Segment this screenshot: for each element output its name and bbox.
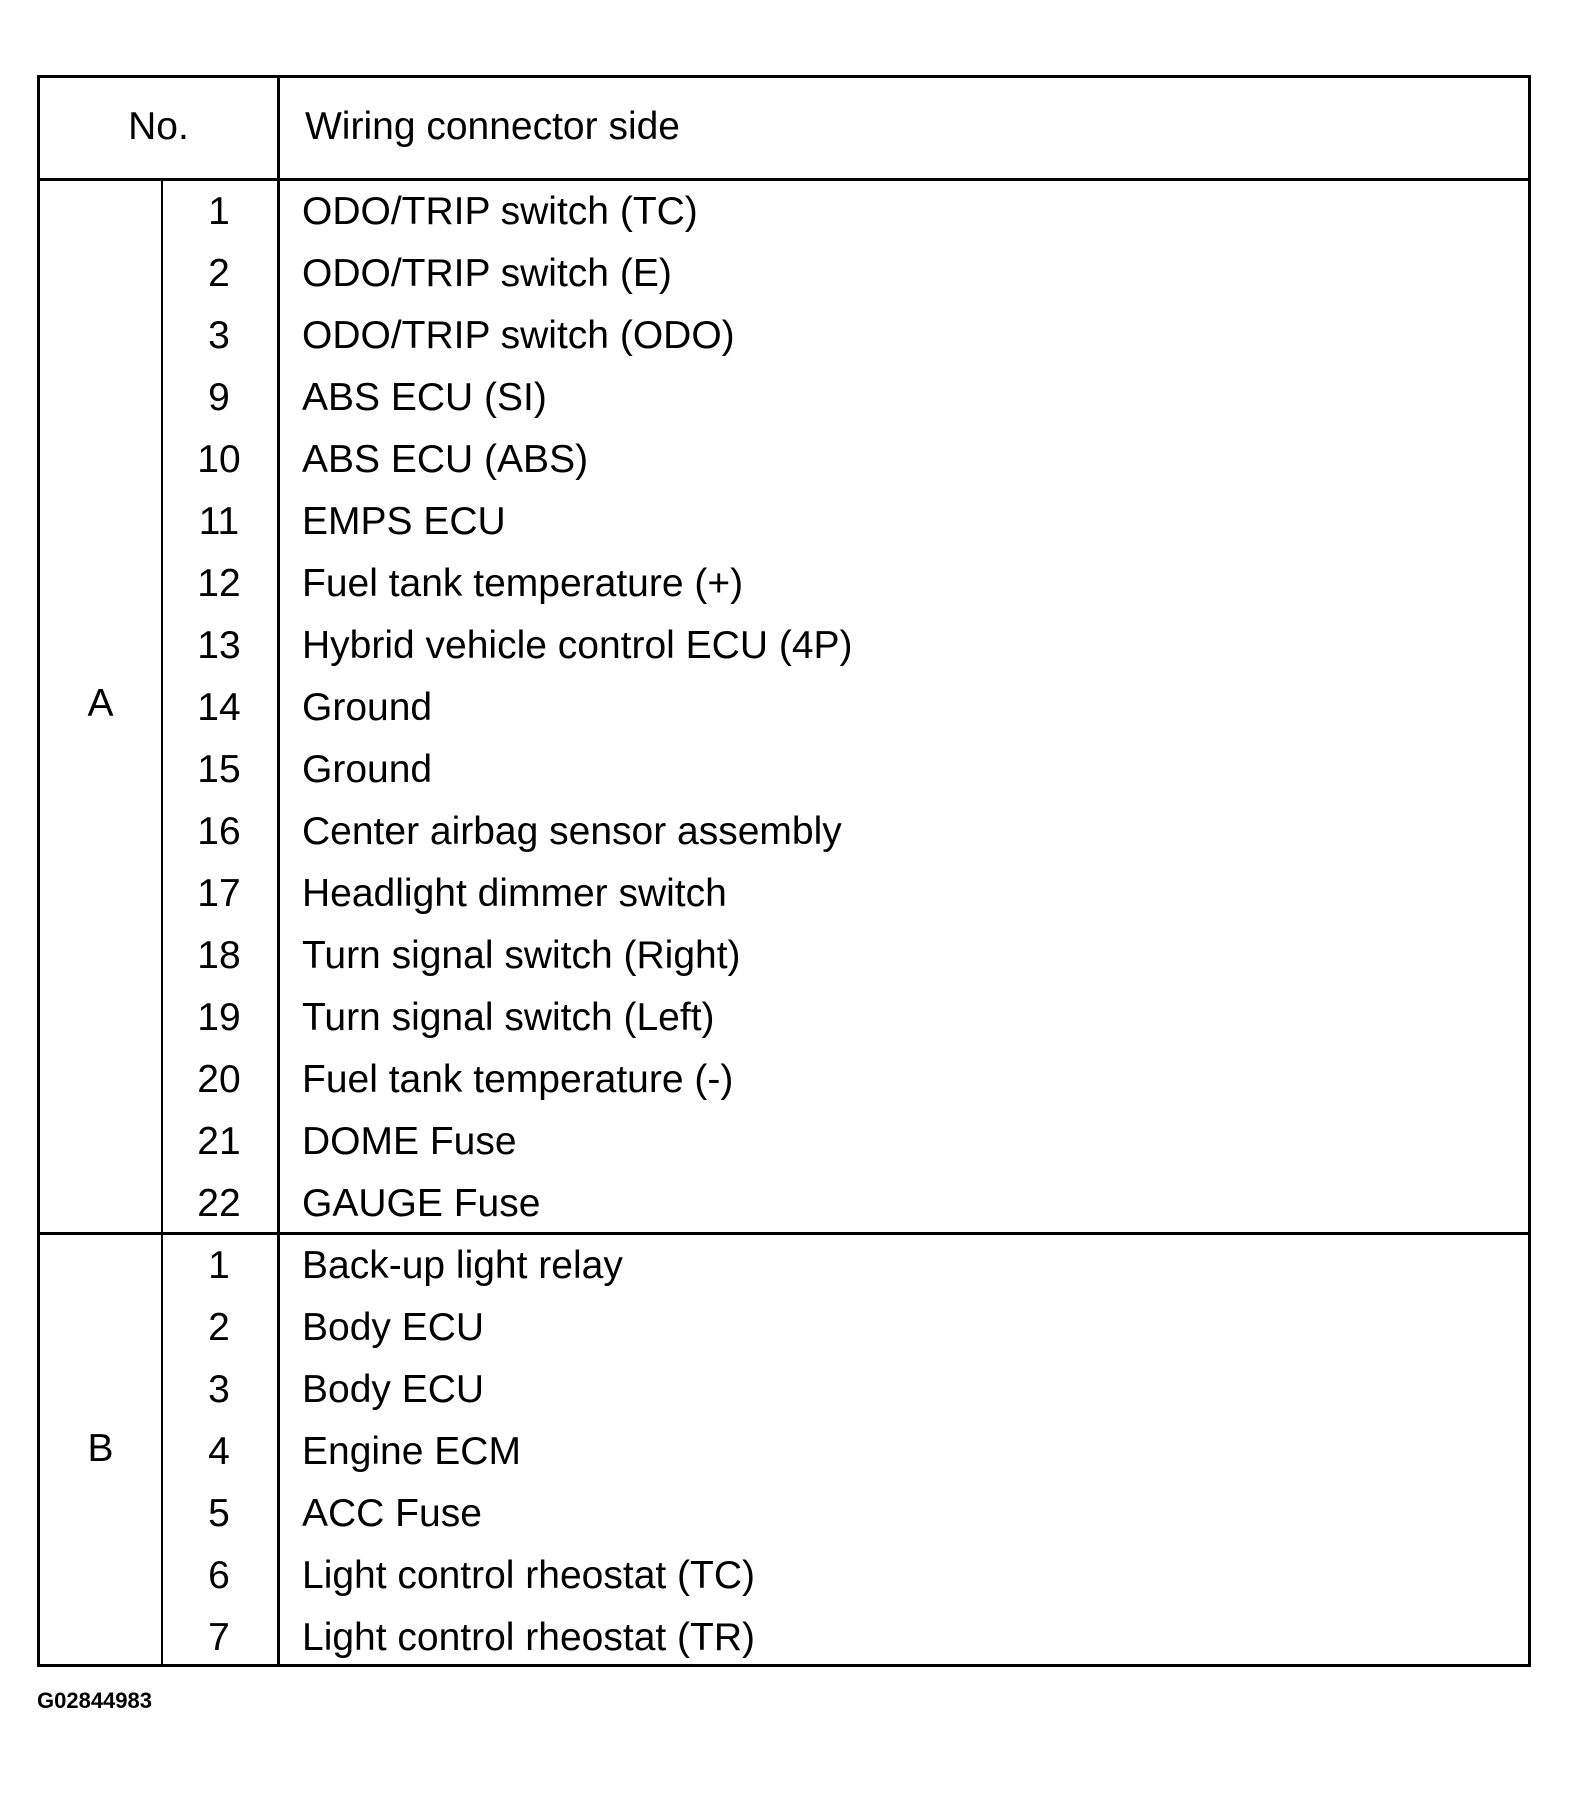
connector-table bbox=[37, 75, 1531, 1667]
pin-description: Light control rheostat (TC) bbox=[302, 1554, 756, 1597]
pin-description: GAUGE Fuse bbox=[302, 1182, 541, 1225]
pin-description: ABS ECU (ABS) bbox=[302, 438, 589, 481]
pin-description: DOME Fuse bbox=[302, 1120, 517, 1163]
table-row bbox=[40, 739, 1528, 801]
pin-number: 9 bbox=[208, 376, 230, 419]
pin-description: Headlight dimmer switch bbox=[302, 872, 727, 915]
table-row bbox=[40, 243, 1528, 305]
pin-description: Light control rheostat (TR) bbox=[302, 1616, 756, 1659]
pin-number: 1 bbox=[208, 190, 230, 233]
pin-number: 15 bbox=[197, 748, 241, 791]
pin-number: 17 bbox=[197, 872, 241, 915]
pin-number: 13 bbox=[197, 624, 241, 667]
pin-number: 19 bbox=[197, 996, 241, 1039]
pin-description: ABS ECU (SI) bbox=[302, 376, 547, 419]
pin-description: Hybrid vehicle control ECU (4P) bbox=[302, 624, 853, 667]
table-row bbox=[40, 367, 1528, 429]
pin-number: 20 bbox=[197, 1058, 241, 1101]
pin-description: Body ECU bbox=[302, 1306, 485, 1349]
pin-description: Ground bbox=[302, 748, 433, 791]
pin-number: 6 bbox=[208, 1554, 230, 1597]
pin-description: ACC Fuse bbox=[302, 1492, 482, 1535]
pin-number: 3 bbox=[208, 314, 230, 357]
table-row bbox=[40, 491, 1528, 553]
table-row bbox=[40, 553, 1528, 615]
table-row bbox=[40, 615, 1528, 677]
pin-description: Ground bbox=[302, 686, 433, 729]
pin-number: 1 bbox=[208, 1244, 230, 1287]
group-label-a: A bbox=[87, 682, 114, 725]
table-row bbox=[40, 801, 1528, 863]
header-wiring-connector-side: Wiring connector side bbox=[305, 105, 680, 148]
pin-description: Back-up light relay bbox=[302, 1244, 623, 1287]
pin-number: 2 bbox=[208, 252, 230, 295]
pin-number: 14 bbox=[197, 686, 241, 729]
header-no: No. bbox=[128, 105, 189, 148]
pin-number: 21 bbox=[197, 1120, 241, 1163]
pin-description: Fuel tank temperature (+) bbox=[302, 562, 744, 605]
pin-number: 4 bbox=[208, 1430, 230, 1473]
table-row bbox=[40, 1545, 1528, 1607]
pin-number: 22 bbox=[197, 1182, 241, 1225]
group-label-b: B bbox=[87, 1427, 114, 1470]
table-row bbox=[40, 305, 1528, 367]
pin-description: Turn signal switch (Left) bbox=[302, 996, 715, 1039]
table-row bbox=[40, 677, 1528, 739]
table-row bbox=[40, 1297, 1528, 1359]
table-row bbox=[40, 863, 1528, 925]
table-row bbox=[40, 429, 1528, 491]
table-row bbox=[40, 987, 1528, 1049]
table-row bbox=[40, 1235, 1528, 1297]
pin-number: 12 bbox=[197, 562, 241, 605]
pin-number: 7 bbox=[208, 1616, 230, 1659]
pin-number: 5 bbox=[208, 1492, 230, 1535]
table-row bbox=[40, 1111, 1528, 1173]
pin-number: 18 bbox=[197, 934, 241, 977]
pin-description: EMPS ECU bbox=[302, 500, 506, 543]
figure-id: G02844983 bbox=[37, 1688, 152, 1713]
table-row bbox=[40, 181, 1528, 243]
pin-description: Center airbag sensor assembly bbox=[302, 810, 842, 853]
pin-description: Body ECU bbox=[302, 1368, 485, 1411]
pin-description: ODO/TRIP switch (TC) bbox=[302, 190, 698, 233]
table-row bbox=[40, 1173, 1528, 1235]
table-row bbox=[40, 1421, 1528, 1483]
table-row bbox=[40, 1049, 1528, 1111]
pin-number: 2 bbox=[208, 1306, 230, 1349]
table-row bbox=[40, 1359, 1528, 1421]
table-row bbox=[40, 1607, 1528, 1669]
pin-description: Engine ECM bbox=[302, 1430, 521, 1473]
pin-description: Turn signal switch (Right) bbox=[302, 934, 741, 977]
pin-number: 11 bbox=[198, 500, 240, 543]
pin-number: 10 bbox=[197, 438, 241, 481]
table-row bbox=[40, 925, 1528, 987]
pin-number: 16 bbox=[197, 810, 241, 853]
pin-description: ODO/TRIP switch (ODO) bbox=[302, 314, 735, 357]
pin-description: Fuel tank temperature (-) bbox=[302, 1058, 734, 1101]
table-row bbox=[40, 1483, 1528, 1545]
pin-number: 3 bbox=[208, 1368, 230, 1411]
pin-description: ODO/TRIP switch (E) bbox=[302, 252, 672, 295]
